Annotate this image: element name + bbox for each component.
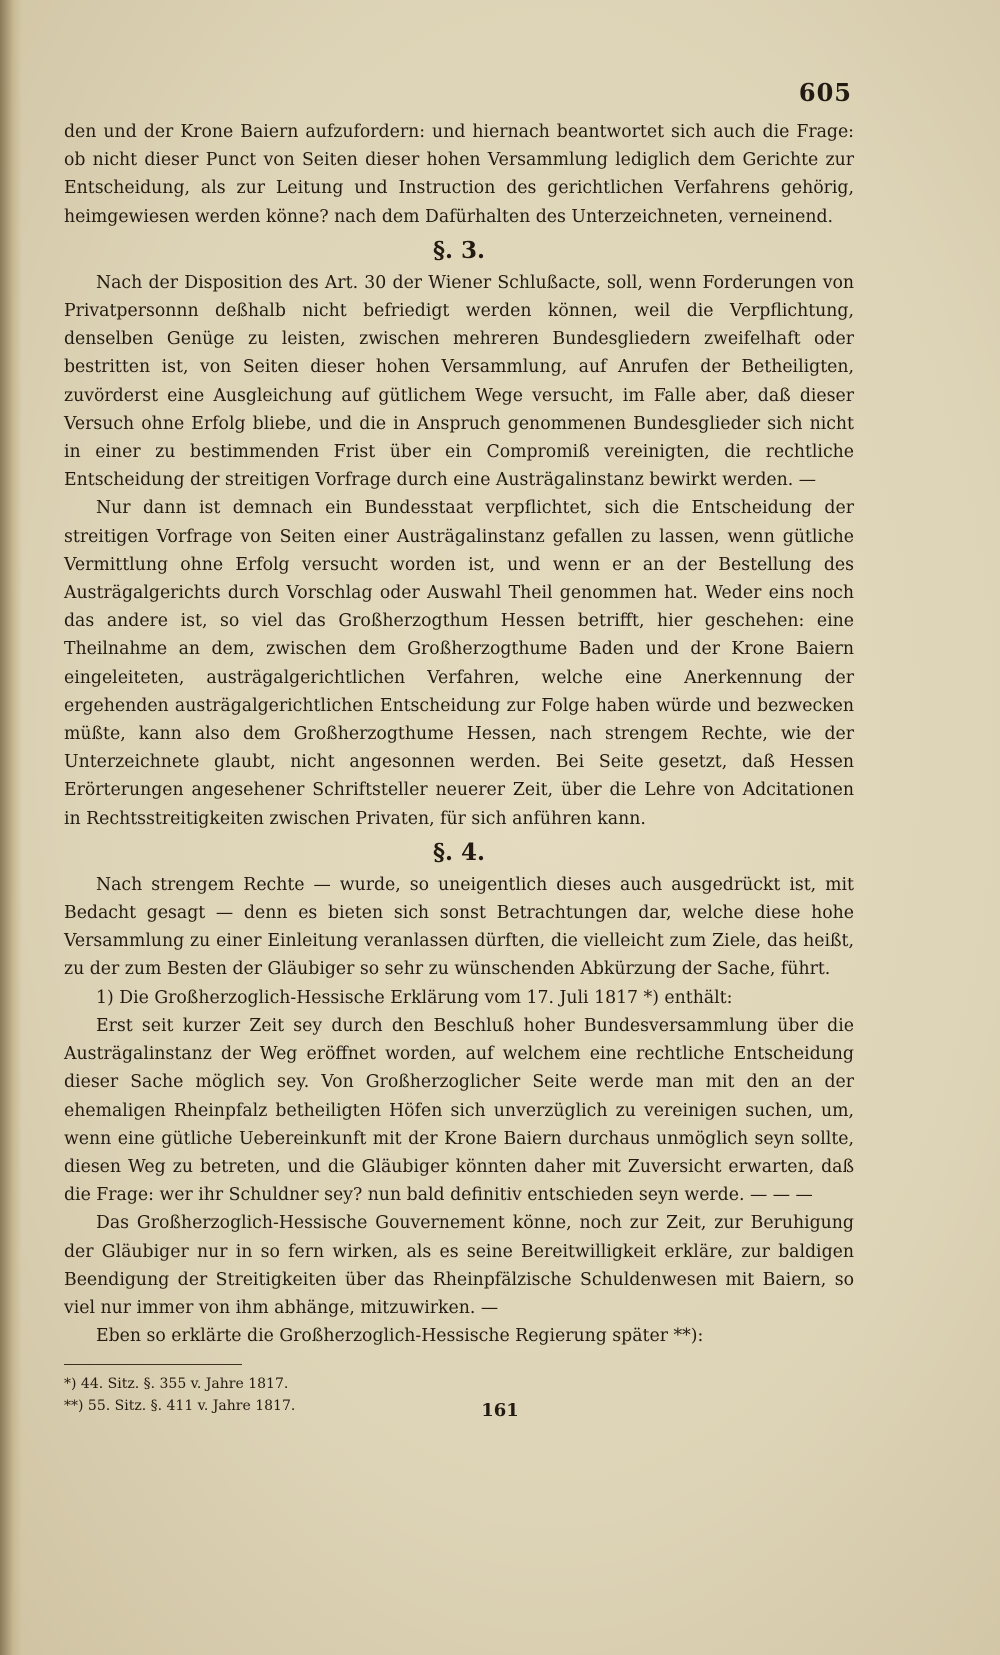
signature-mark: 161 <box>481 1400 519 1421</box>
paragraph-s3-1: Nach der Disposition des Art. 30 der Wiener Schlußacte, soll, wenn Forderungen von Privatpersonnn deßhalb nicht befriedigt werden können, weil die Verpflichtung, denselben Genüge zu leisten, zwischen mehreren Bundesgliedern zweifelhaft oder bestritten ist, von Seiten dieser hohen Versammlung, auf Anrufen der Betheiligten, zuvörderst eine Ausgleichung auf gütlichem Wege versucht, im Falle aber, daß dieser Versuch ohne Erfolg bliebe, und die in Anspruch genommenen Bundesglieder sich nicht in einer zu bestimmenden Frist über ein Compromiß vereinigten, die rechtliche Entscheidung der streitigen Vorfrage durch eine Austrägalinstanz bewirkt werden. — <box>64 272 854 491</box>
footnote-2: **) 55. Sitz. §. 411 v. Jahre 1817. <box>64 1398 296 1415</box>
footnote-rule <box>64 1364 242 1365</box>
paragraph-continuation: den und der Krone Baiern aufzufordern: und hiernach beantwortet sich auch die Frage: ob nicht dieser Punct von Seiten dieser hohen Versammlung lediglich dem Gerichte zur Entscheidung, als zur Leitung und Instruction des gerichtlichen Verfahrens gehörig, heimgewiesen werden könne? nach dem Dafürhalten des Unterzeichneten, verneinend. <box>64 122 854 227</box>
section-heading-4: §. 4. <box>432 838 486 866</box>
paragraph-s4-1: Nach strengem Rechte — wurde, so uneigentlich dieses auch ausgedrückt ist, mit Bedacht gesagt — denn es bieten sich sonst Betrachtungen dar, welche diese hohe Versammlung zu einer Einleitung veranlassen dürften, die vielleicht zum Ziele, das heißt, zu der zum Besten der Gläubiger so sehr zu wünschenden Abkürzung der Sache, führt. <box>64 874 854 980</box>
footnote-1: *) 44. Sitz. §. 355 v. Jahre 1817. <box>64 1376 289 1393</box>
paragraph-s4-3: Erst seit kurzer Zeit sey durch den Beschluß hoher Bundesversammlung über die Austrägalinstanz der Weg eröffnet worden, auf welchem eine rechtliche Entscheidung dieser Sache möglich sey. Von Großherzoglicher Seite werde man mit den an der ehemaligen Rheinpfalz betheiligten Höfen sich unverzüglich zu vereinigen suchen, um, wenn eine gütliche Uebereinkunft mit der Krone Baiern durchaus unmöglich seyn sollte, diesen Weg zu betreten, und die Gläubiger könnten daher mit Zuversicht erwarten, daß die Frage: wer ihr Schuldner sey? nun bald definitiv entschieden seyn werde. — — — <box>64 1015 854 1206</box>
paragraph-s4-2: 1) Die Großherzoglich-Hessische Erklärung vom 17. Juli 1817 *) enthält: <box>96 987 733 1008</box>
paragraph-s3-2: Nur dann ist demnach ein Bundesstaat verpflichtet, sich die Entscheidung der streitigen Vorfrage von Seiten einer Austrägalinstanz gefallen zu lassen, wenn gütliche Vermittlung ohne Erfolg versucht worden ist, und wenn er an der Bestellung des Austrägalgerichts durch Vorschlag oder Auswahl Theil genommen hat. Weder eins noch das andere ist, so viel das Großherzogthum Hessen betrifft, hier geschehen: eine Theilnahme an dem, zwischen dem Großherzogthume Baden und der Krone Baiern eingeleiteten, austrägalgerichtlichen Verfahren, welche eine Anerkennung der ergehenden austrägalgerichtlichen Entscheidung zur Folge haben würde und bezwecken müßte, kann also dem Großherzogthume Hessen, nach strengem Rechte, wie der Unterzeichnete glaubt, nicht angesonnen werden. Bei Seite gesetzt, daß Hessen Erörterungen angesehener Schriftsteller neuerer Zeit, über die Lehre von Adcitationen in Rechtsstreitigkeiten zwischen Privaten, für sich anführen kann. <box>64 498 854 829</box>
page-number: 605 <box>798 78 852 107</box>
body-text <box>64 118 854 1417</box>
paragraph-s4-4: Das Großherzoglich-Hessische Gouvernement könne, noch zur Zeit, zur Beruhigung der Gläubiger nur in so fern wirken, als es seine Bereitwilligkeit erkläre, zur baldigen Beendigung der Streitigkeiten über das Rheinpfälzische Schuldenwesen mit Baiern, so viel nur immer von ihm abhänge, mitzuwirken. — <box>64 1213 854 1318</box>
paragraph-s4-5: Eben so erklärte die Großherzoglich-Hessische Regierung später **): <box>96 1326 704 1347</box>
section-heading-3: §. 3. <box>432 236 486 264</box>
